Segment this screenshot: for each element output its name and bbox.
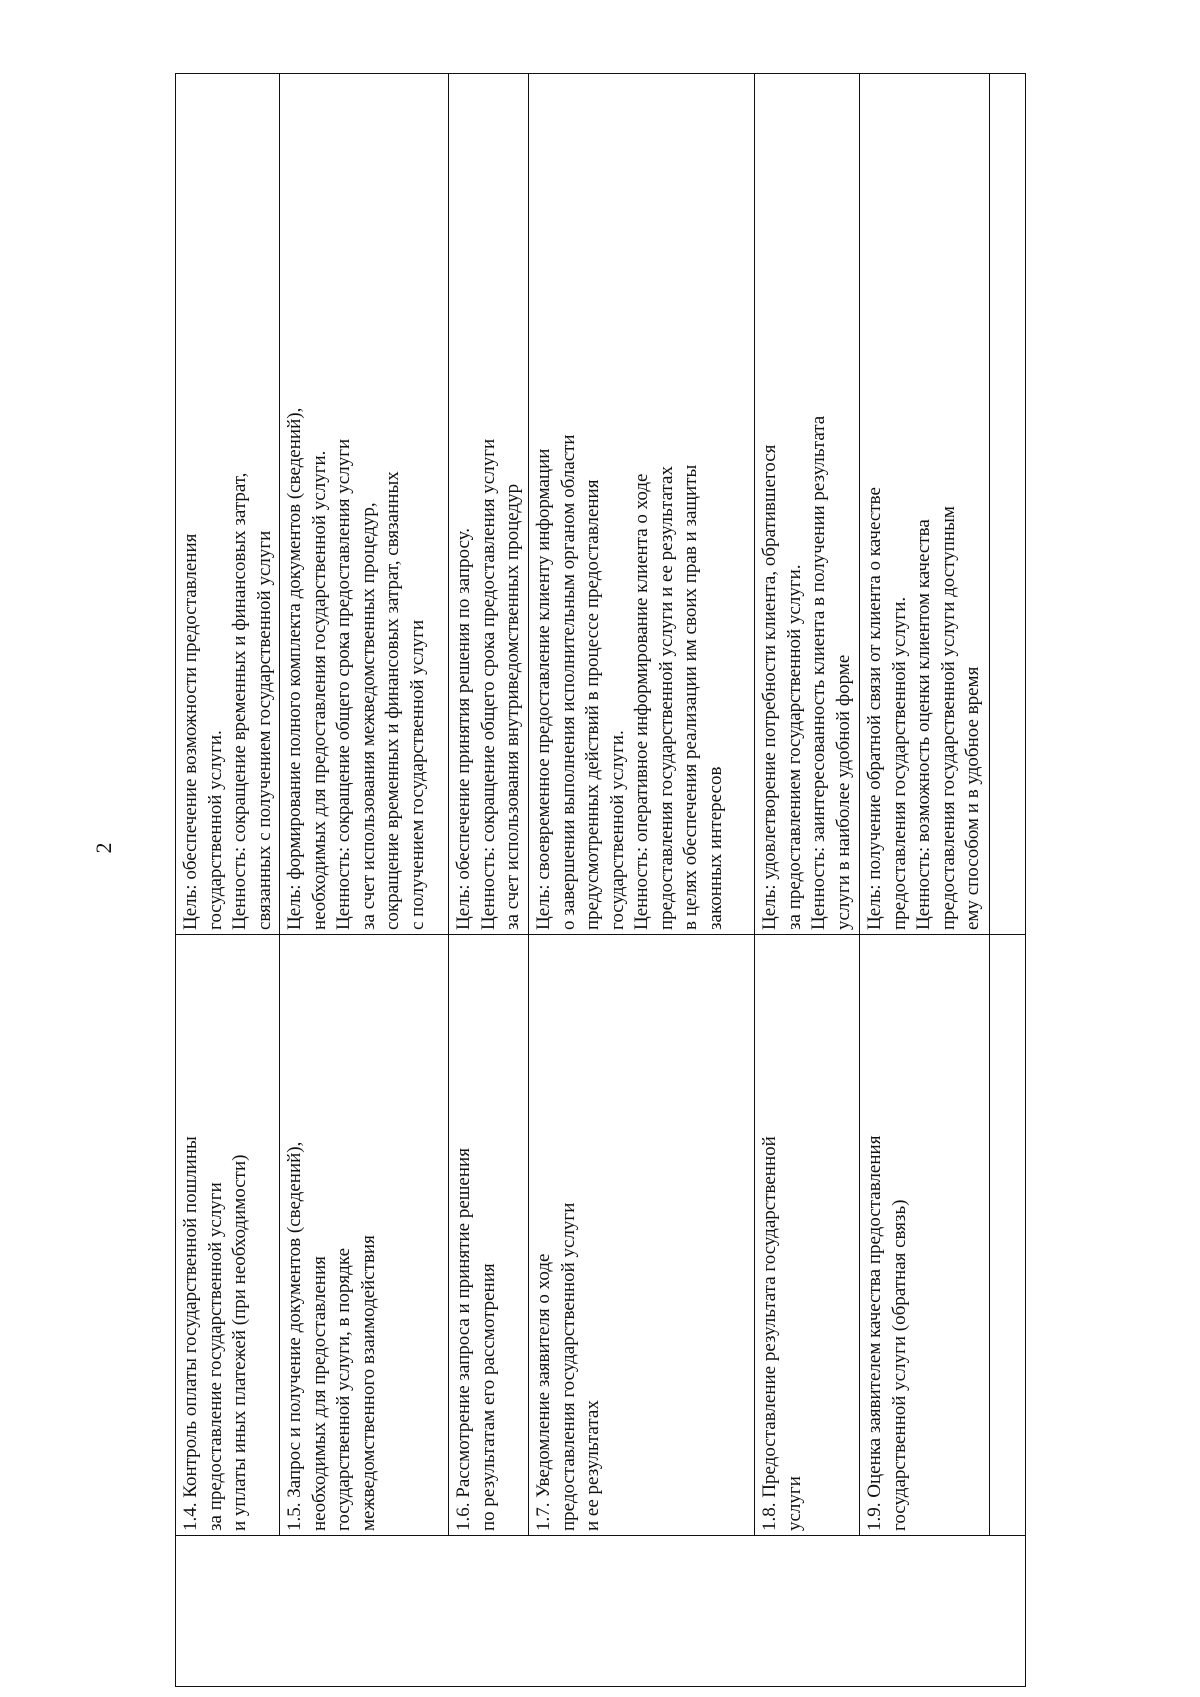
table-row [280, 74, 449, 1687]
empty-merged-cell [176, 1536, 1026, 1687]
description-text-line: государственной услуги. [204, 730, 226, 930]
stage-cell [449, 935, 529, 1536]
description-text-line: сокращение временных и финансовых затрат, связанных [382, 471, 403, 930]
stage-cell [280, 935, 449, 1536]
stage-text-line: государственной услуги, в порядке [333, 1247, 354, 1531]
stage-text-line: государственной услуги (обратная связь) [888, 1199, 910, 1531]
description-text-line: Цель: обеспечение возможности предоставления [180, 533, 201, 930]
stage-text-line: 1.4. Контроль оплаты государственной пошлины [180, 1136, 201, 1531]
description-text-line: о завершении выполнения исполнительным органом области [557, 434, 579, 930]
rotated-table-container [175, 107, 1025, 1687]
stage-text-line: по результатам его рассмотрения [477, 1263, 499, 1531]
stage-cell [755, 935, 860, 1536]
description-text-line: за счет использования межведомственных процедур, [357, 502, 379, 930]
description-cell [529, 74, 755, 935]
empty-description-cell [990, 74, 1026, 935]
table-row [449, 74, 529, 1687]
description-cell [449, 74, 529, 935]
table-row [176, 74, 280, 1687]
stage-text-line: необходимых для предоставления [308, 1256, 330, 1531]
description-text-line: предоставления государственной услуги и ее результатах [655, 466, 677, 930]
description-text-line: предоставления государственной услуги. [888, 596, 910, 930]
stage-text-line: и уплаты иных платежей (при необходимости) [229, 1154, 250, 1531]
service-stages-table [175, 73, 1026, 1687]
page-number: 2 [91, 842, 116, 854]
description-text-line: Цель: удовлетворение потребности клиента, обратившегося [759, 444, 780, 930]
description-text-line: необходимых для предоставления государственной услуги. [308, 450, 330, 930]
stage-text-line: услуги [783, 1476, 805, 1531]
stage-cell [176, 935, 280, 1536]
description-text-line: Цель: обеспечение принятия решения по запросу. [453, 527, 474, 930]
description-text-line: государственной услуги. [606, 730, 628, 930]
description-text-line: Ценность: возможность оценки клиентом качества [913, 519, 934, 930]
description-text-line: Ценность: оперативное информирование клиента о ходе [631, 473, 652, 930]
stage-text-line: 1.6. Рассмотрение запроса и принятие решения [453, 1148, 474, 1531]
description-cell [755, 74, 860, 935]
stage-text-line: 1.5. Запрос и получение документов (сведений), [284, 1141, 305, 1531]
description-text-line: Цель: своевременное предоставление клиенту информации [533, 448, 554, 930]
description-text-line: предоставления государственной услуги доступным [937, 506, 959, 930]
stage-cell [860, 935, 990, 1536]
description-cell [280, 74, 449, 935]
description-text-line: за счет использования внутриведомственных процедур [502, 483, 523, 930]
description-text-line: Ценность: сокращение общего срока предоставления услуги [477, 438, 499, 930]
stage-cell [529, 935, 755, 1536]
description-text-line: услуги в наиболее удобной форме [832, 654, 854, 930]
description-text-line: в целях обеспечения реализации им своих прав и защиты [680, 464, 701, 930]
description-text-line: ему способом и в удобное время [962, 666, 983, 930]
stage-text-line: 1.8. Предоставление результата государственной [759, 1136, 780, 1531]
stage-text-line: 1.7. Уведомление заявителя о ходе [533, 1253, 554, 1531]
stage-text-line: предоставления государственной услуги [557, 1202, 579, 1531]
description-text-line: Цель: формирование полного комплекта документов (сведений), [284, 407, 305, 930]
description-text-line: предусмотренных действий в процессе предоставления [582, 479, 603, 930]
description-cell [176, 74, 280, 935]
description-cell [860, 74, 990, 935]
stage-text-line: и ее результатах [582, 1400, 603, 1531]
description-text-line: за предоставлением государственной услуги. [783, 564, 805, 930]
description-text-line: Ценность: сокращение временных и финансовых затрат, [229, 472, 250, 930]
table-row [529, 74, 755, 1687]
description-text-line: связанных с получением государственной услуги [253, 530, 275, 930]
table-row [860, 74, 990, 1687]
description-text-line: законных интересов [704, 766, 726, 930]
table-row-empty [990, 74, 1026, 1687]
description-text-line: Ценность: заинтересованность клиента в получении результата [808, 415, 829, 930]
description-text-line: Цель: получение обратной связи от клиента о качестве [864, 487, 885, 930]
stage-text-line: 1.9. Оценка заявителем качества предоставления [864, 1135, 885, 1531]
description-text-line: Ценность: сокращение общего срока предоставления услуги [333, 438, 354, 930]
empty-stage-cell [990, 935, 1026, 1536]
stage-text-line: межведомственного взаимодействия [357, 1235, 379, 1531]
stage-text-line: за предоставление государственной услуги [204, 1182, 226, 1531]
table-row [755, 74, 860, 1687]
description-text-line: с получением государственной услуги [406, 619, 428, 930]
